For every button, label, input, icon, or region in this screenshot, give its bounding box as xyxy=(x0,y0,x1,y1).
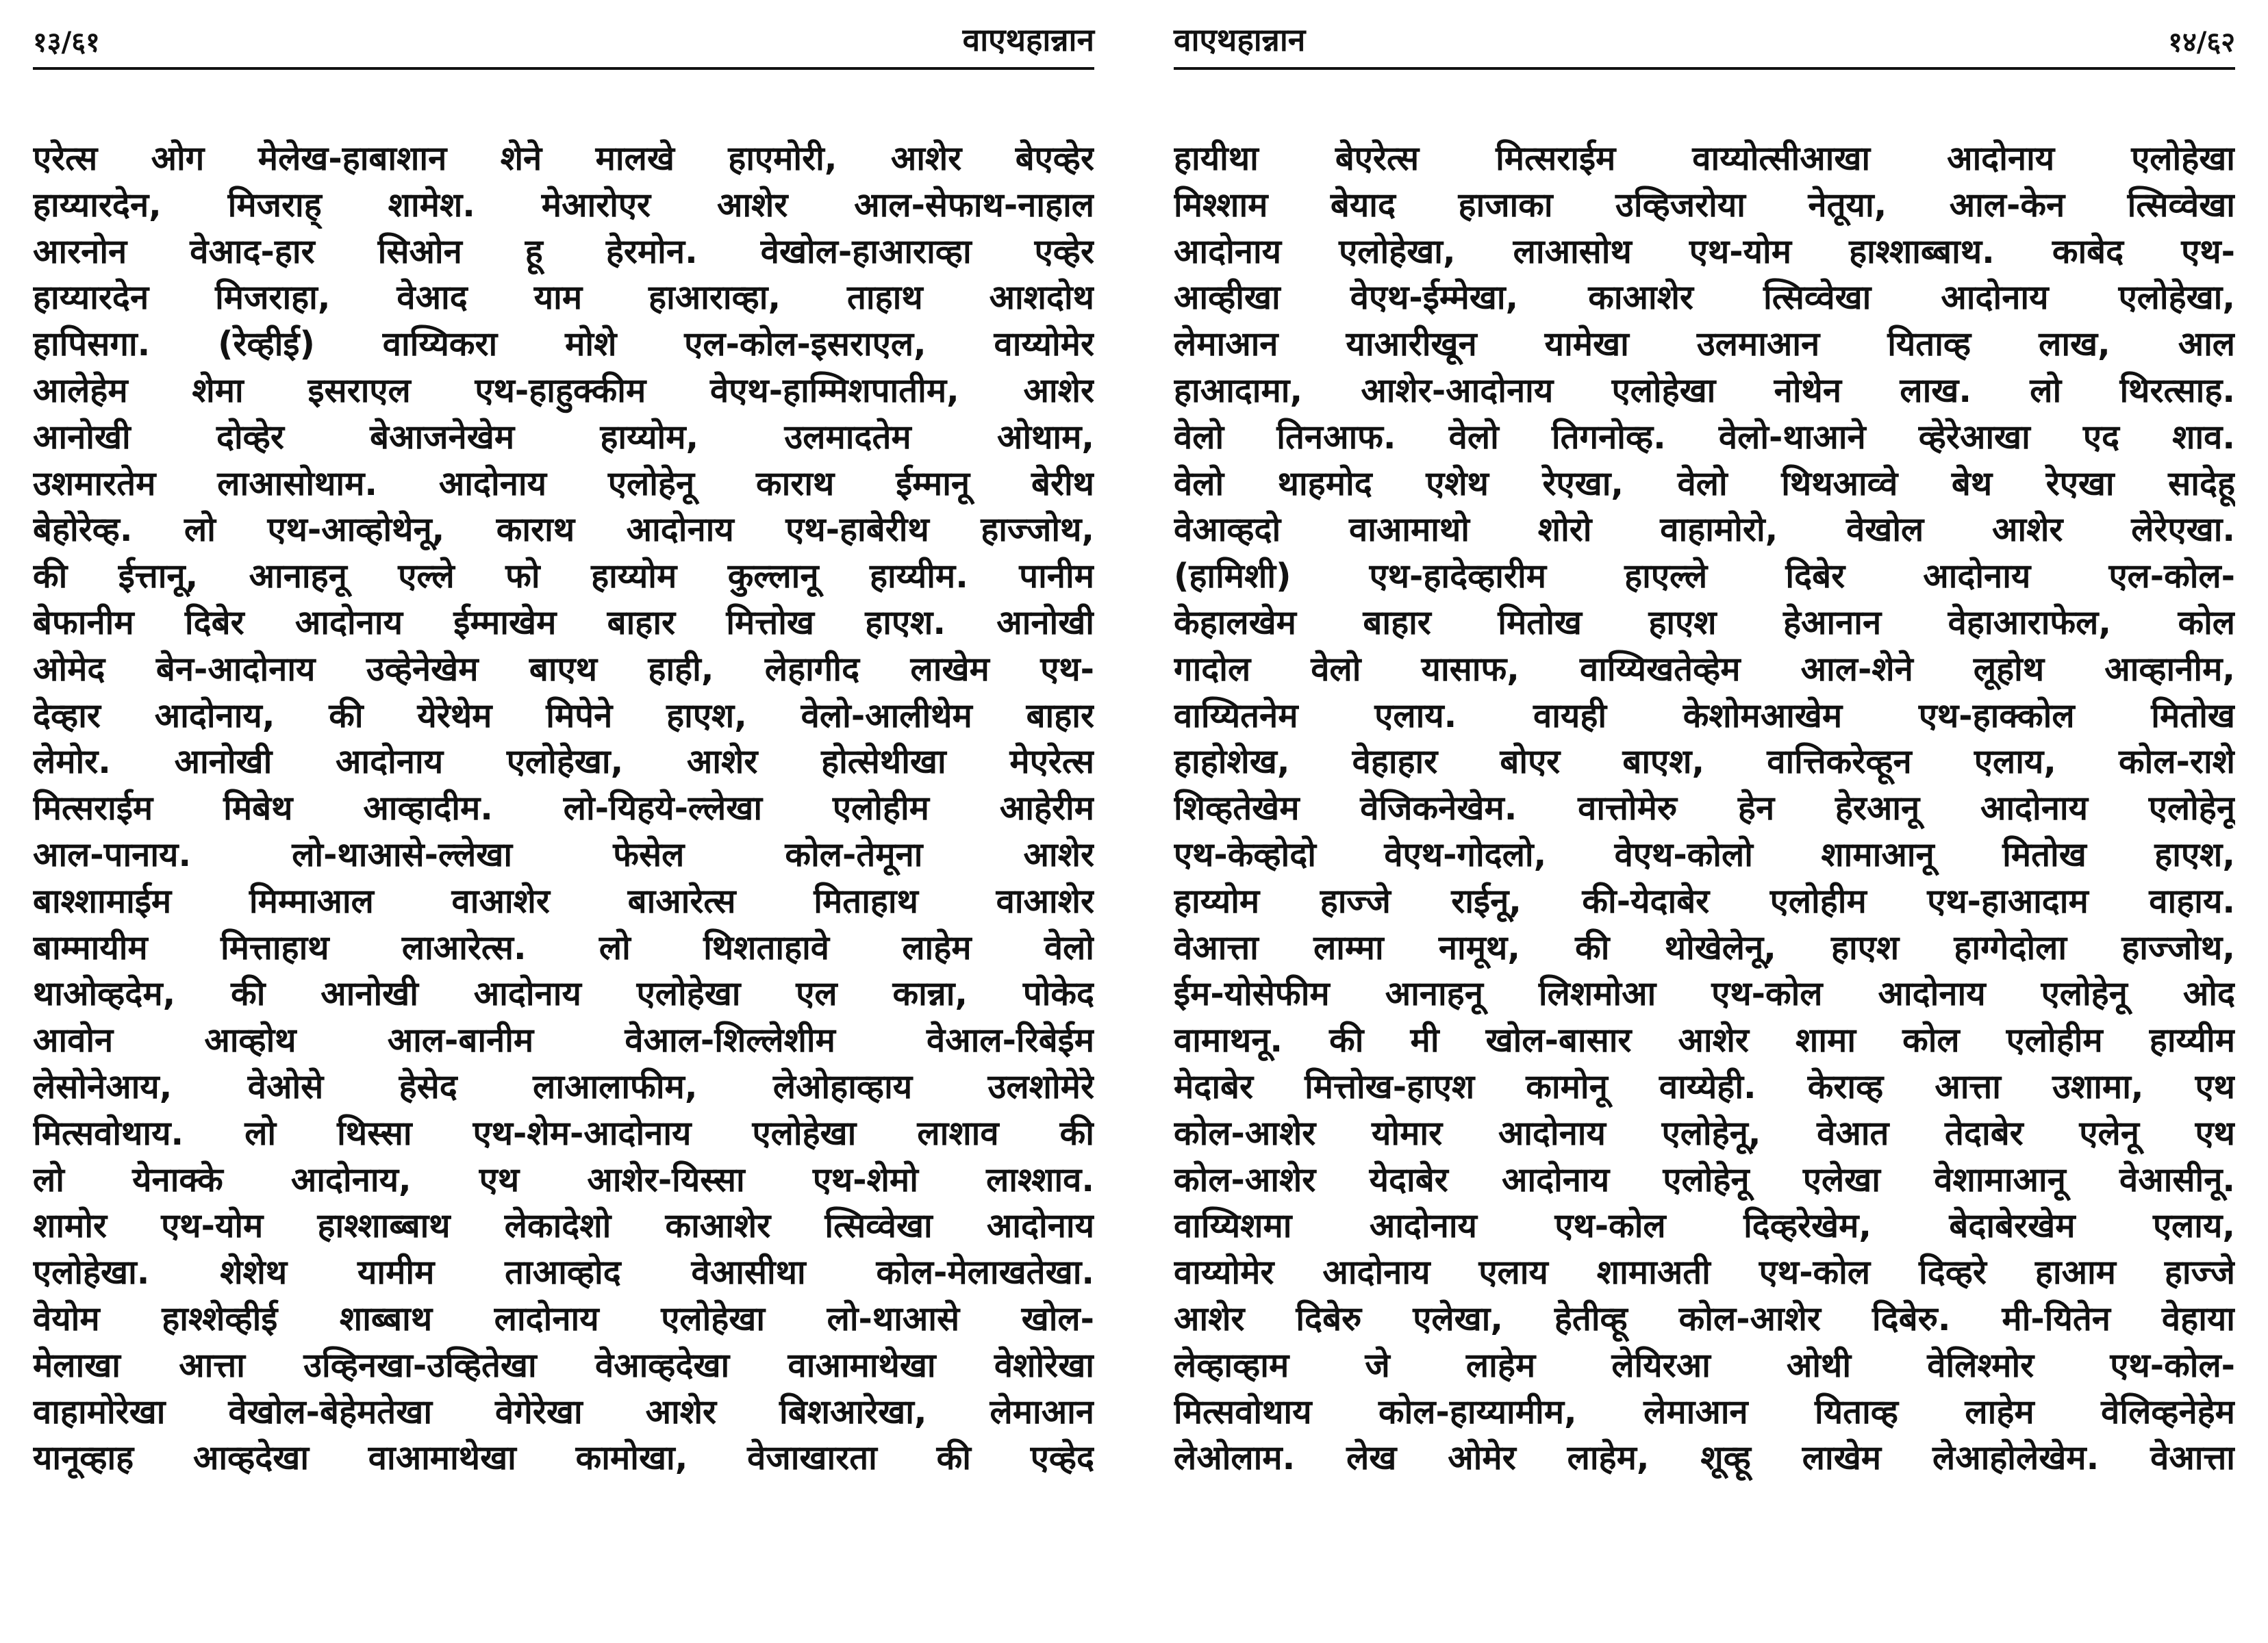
text-line: मित्सवोथाय. लो थिस्सा एथ-शेम-आदोनाय एलोहेखा लाशाव की xyxy=(33,1113,1094,1153)
text-line: वाय्यितनेम एलाय. वायही केशोमआखेम एथ-हाक्कोल मितोख xyxy=(1174,696,2235,735)
text-line: वेआत्ता लाम्मा नामूथ, की थोखेलेनू, हाएश हाग्गेदोला हाज्जोथ, xyxy=(1174,928,2235,967)
left-running-title: वाएथहान्नान xyxy=(962,21,1094,58)
text-line: लेओलाम. लेख ओमेर लाहेम, शूव्हू लाखेम लेआहोलेखेम. वेआत्ता xyxy=(1174,1438,2235,1478)
left-page-number: १३/६१ xyxy=(33,27,100,58)
text-line: हाआदामा, आशेर-आदोनाय एलोहेखा नोथेन लाख. लो थिरत्साह. xyxy=(1174,370,2235,410)
text-line: लेसोनेआय, वेओसे हेसेद लाआलाफीम, लेओहाव्हाय उलशोमेरे xyxy=(33,1067,1094,1106)
text-line: आदोनाय एलोहेखा, लाआसोथ एथ-योम हाश्शाब्बाथ. काबेद एथ- xyxy=(1174,231,2235,271)
text-line: बेफानीम दिबेर आदोनाय ईम्माखेम बाहार मित्तोख हाएश. आनोखी xyxy=(33,602,1094,642)
text-line: (हामिशी) एथ-हादेव्हारीम हाएल्ले दिबेर आदोनाय एल-कोल- xyxy=(1174,557,2235,596)
text-line: लेमोर. आनोखी आदोनाय एलोहेखा, आशेर होत्सेथीखा मेएरेत्स xyxy=(33,742,1094,782)
right-page-header xyxy=(1174,12,2235,70)
text-line: शिव्हतेखेम वेजिकनेखेम. वात्तोमेरु हेन हेरआनू आदोनाय एलोहेनू xyxy=(1174,789,2235,828)
text-line: वेलो तिनआफ. वेलो तिगनोव्ह. वेलो-थाआने व्हेरेआखा एद शाव. xyxy=(1174,417,2235,457)
text-line: एथ-केव्होदो वेएथ-गोदलो, वेएथ-कोलो शामाआनू मितोख हाएश, xyxy=(1174,835,2235,874)
text-line: कोल-आशेर येदाबेर आदोनाय एलोहेनू एलेखा वेशामाआनू वेआसीनू. xyxy=(1174,1160,2235,1199)
text-line: आलेहेम शेमा इसराएल एथ-हाहुक्कीम वेएथ-हाम्मिशपातीम, आशेर xyxy=(33,370,1094,410)
text-line: यानूव्हाह आव्हदेखा वाआमाथेखा कामोखा, वेजाखारता की एव्हेद xyxy=(33,1438,1094,1478)
text-line: बेहोरेव्ह. लो एथ-आव्होथेनू, काराथ आदोनाय एथ-हाबेरीथ हाज्जोथ, xyxy=(33,510,1094,550)
text-line: लो येनाक्के आदोनाय, एथ आशेर-यिस्सा एथ-शेमो लाश्शाव. xyxy=(33,1160,1094,1199)
text-line: हाय्यारदेन, मिजराह् शामेश. मेआरोएर आशेर आल-सेफाथ-नाहाल xyxy=(33,185,1094,225)
text-line: हाय्यारदेन मिजराहा, वेआद याम हाआराव्हा, ताहाथ आशदोथ xyxy=(33,278,1094,318)
text-line: वाय्योमेर आदोनाय एलाय शामाअती एथ-कोल दिव्हरे हाआम हाज्जे xyxy=(1174,1253,2235,1292)
text-line: आशेर दिबेरु एलेखा, हेतीव्हू कोल-आशेर दिबेरु. मी-यितेन वेहाया xyxy=(1174,1299,2235,1338)
text-line: शामोर एथ-योम हाश्शाब्बाथ लेकादेशो काआशेर त्सिव्वेखा आदोनाय xyxy=(33,1206,1094,1246)
text-line: हायीथा बेएरेत्स मित्सराईम वाय्योत्सीआखा आदोनाय एलोहेखा xyxy=(1174,139,2235,178)
text-line: उशमारतेम लाआसोथाम. आदोनाय एलोहेनू काराथ ईम्मानू बेरीथ xyxy=(33,463,1094,503)
text-line: मिश्शाम बेयाद हाजाका उव्हिजरोया नेतूया, आल-केन त्सिव्वेखा xyxy=(1174,185,2235,225)
text-line: लेव्हाव्हाम जे लाहेम लेयिरआ ओथी वेलिश्मोर एथ-कोल- xyxy=(1174,1345,2235,1385)
text-line: कोल-आशेर योमार आदोनाय एलोहेनू, वेआत तेदाबेर एलेनू एथ xyxy=(1174,1113,2235,1153)
text-line: ओमेद बेन-आदोनाय उव्हेनेखेम बाएथ हाही, लेहागीद लाखेम एथ- xyxy=(33,649,1094,689)
text-line: देव्हार आदोनाय, की येरेथेम मिपेने हाएश, वेलो-आलीथेम बाहार xyxy=(33,696,1094,735)
text-line: मित्सवोथाय कोल-हाय्यामीम, लेमाआन यिताव्ह लाहेम वेलिव्हनेहेम xyxy=(1174,1392,2235,1431)
text-line: वाहामोरेखा वेखोल-बेहेमतेखा वेगेरेखा आशेर बिशआरेखा, लेमाआन xyxy=(33,1392,1094,1431)
text-line: की ईत्तानू, आनाहनू एल्ले फो हाय्योम कुल्लानू हाय्यीम. पानीम xyxy=(33,557,1094,596)
text-line: बाम्मायीम मित्ताहाथ लाआरेत्स. लो थिशताहावे लाहेम वेलो xyxy=(33,928,1094,967)
text-line: आल-पानाय. लो-थाआसे-ल्लेखा फेसेल कोल-तेमूना आशेर xyxy=(33,835,1094,874)
right-page xyxy=(1134,0,2268,1643)
text-line: आरनोन वेआद-हार सिओन हू हेरमोन. वेखोल-हाआराव्हा एव्हेर xyxy=(33,231,1094,271)
text-line: मेलाखा आत्ता उव्हिनखा-उव्हितेखा वेआव्हदेखा वाआमाथेखा वेशोरेखा xyxy=(33,1345,1094,1385)
text-line: वेआव्हदो वाआमाथो शोरो वाहामोरो, वेखोल आशेर लेरेएखा. xyxy=(1174,510,2235,550)
text-line: वेलो थाहमोद एशेथ रेएखा, वेलो थिथआव्वे बेथ रेएखा सादेहू xyxy=(1174,463,2235,503)
text-line: मेदाबेर मित्तोख-हाएश कामोनू वाय्येही. केराव्ह आत्ता उशामा, एथ xyxy=(1174,1067,2235,1106)
right-page-text xyxy=(1174,136,2235,1614)
text-line: आनोखी दोव्हेर बेआजनेखेम हाय्योम, उलमादतेम ओथाम, xyxy=(33,417,1094,457)
text-line: वामाथनू. की मी खोल-बासार आशेर शामा कोल एलोहीम हाय्यीम xyxy=(1174,1021,2235,1060)
left-page-header xyxy=(33,12,1094,70)
text-line: आवोन आव्होथ आल-बानीम वेआल-शिल्लेशीम वेआल-रिबेईम xyxy=(33,1021,1094,1060)
page-gutter xyxy=(1133,0,1135,1643)
left-page-text xyxy=(33,136,1094,1614)
text-line: एरेत्स ओग मेलेख-हाबाशान शेने मालखे हाएमोरी, आशेर बेएव्हेर xyxy=(33,139,1094,178)
text-line: केहालखेम बाहार मितोख हाएश हेआनान वेहाआराफेल, कोल xyxy=(1174,602,2235,642)
text-line: वेयोम हाश्शेव्हीई शाब्बाथ लादोनाय एलोहेखा लो-थाआसे खोल- xyxy=(33,1299,1094,1338)
text-line: हापिसगा. (रेव्हीई) वाय्यिकरा मोशे एल-कोल-इसराएल, वाय्योमेर xyxy=(33,324,1094,364)
text-line: मित्सराईम मिबेथ आव्हादीम. लो-यिहये-ल्लेखा एलोहीम आहेरीम xyxy=(33,789,1094,828)
text-line: हाय्योम हाज्जे राईनू, की-येदाबेर एलोहीम एथ-हाआदाम वाहाय. xyxy=(1174,881,2235,921)
text-line: लेमाआन याआरीखून यामेखा उलमाआन यिताव्ह लाख, आल xyxy=(1174,324,2235,364)
text-line: एलोहेखा. शेशेथ यामीम ताआव्होद वेआसीथा कोल-मेलाखतेखा. xyxy=(33,1253,1094,1292)
text-line: आव्हीखा वेएथ-ईम्मेखा, काआशेर त्सिव्वेखा आदोनाय एलोहेखा, xyxy=(1174,278,2235,318)
right-running-title: वाएथहान्नान xyxy=(1174,21,1306,58)
right-page-number: १४/६२ xyxy=(2168,27,2235,58)
text-line: वाय्यिशमा आदोनाय एथ-कोल दिव्हरेखेम, बेदाबेरखेम एलाय, xyxy=(1174,1206,2235,1246)
text-line: गादोल वेलो यासाफ, वाय्यिखतेव्हेम आल-शेने लूहोथ आव्हानीम, xyxy=(1174,649,2235,689)
text-line: थाओव्हदेम, की आनोखी आदोनाय एलोहेखा एल कान्ना, पोकेद xyxy=(33,974,1094,1014)
text-line: बाश्शामाईम मिम्माआल वाआशेर बाआरेत्स मिताहाथ वाआशेर xyxy=(33,881,1094,921)
text-line: ईम-योसेफीम आनाहनू लिशमोआ एथ-कोल आदोनाय एलोहेनू ओद xyxy=(1174,974,2235,1014)
text-line: हाहोशेख, वेहाहार बोएर बाएश, वात्तिकरेव्हून एलाय, कोल-राशे xyxy=(1174,742,2235,782)
